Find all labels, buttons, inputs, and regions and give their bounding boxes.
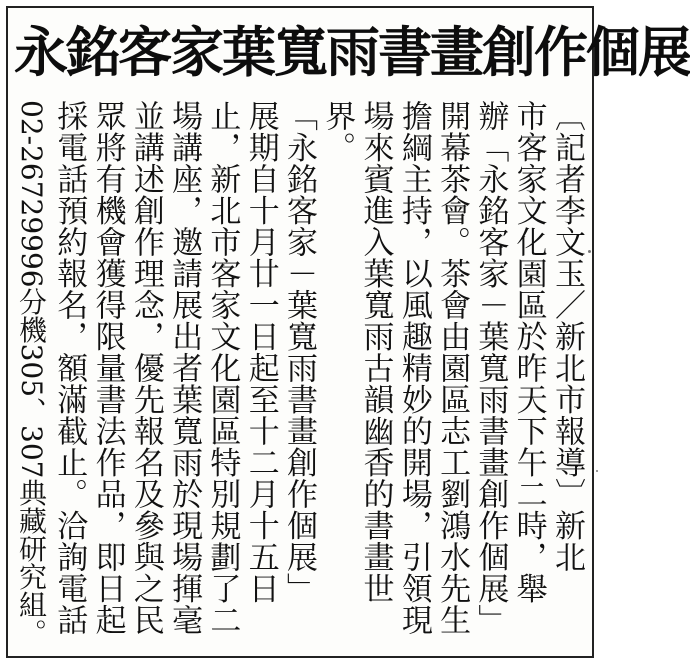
- text-column-11: 場講座，邀請展出者葉寬雨於現場揮毫: [166, 100, 203, 636]
- text-column-10: 止，新北市客家文化園區特別規劃了二: [204, 100, 241, 636]
- text-column-3: 辦「永銘客家－葉寬雨書畫創作個展」: [472, 100, 509, 636]
- headline: [14, 18, 690, 88]
- text-column-6: 場來賓進入葉寬雨古韻幽香的書畫世: [357, 100, 394, 604]
- text-column-7: 界。: [319, 100, 356, 163]
- text-column-13: 眾將有機會獲得限量書法作品，即日起: [89, 100, 126, 636]
- text-column-4: 開幕茶會。茶會由園區志工劉鴻水先生: [434, 100, 471, 636]
- text-column-9: 展期自十月廿一日起至十二月十五日: [242, 100, 279, 604]
- text-column-14: 採電話預約報名，額滿截止。洽詢電話: [51, 100, 88, 636]
- text-column-12: 並講述創作理念，優先報名及參與之民: [127, 100, 164, 636]
- article-body: [12, 100, 584, 652]
- text-column-5: 擔綱主持，以風趣精妙的開場，引領現: [395, 100, 432, 636]
- text-column-2: 市客家文化園區於昨天下午二時，舉: [510, 100, 547, 604]
- headline-left: 永銘客家: [14, 21, 222, 84]
- headline-right: 葉寬雨書畫創作個展: [222, 21, 690, 84]
- text-column-8: 「永銘客家－葉寬雨書畫創作個展」: [280, 100, 317, 604]
- text-column-1: 〔記者李文玉／新北市報導〕新北: [548, 100, 585, 573]
- text-column-15: 02-26729996分機305、307典藏研究組。: [15, 100, 48, 647]
- print-speck: [588, 250, 591, 253]
- print-speck: [596, 470, 598, 472]
